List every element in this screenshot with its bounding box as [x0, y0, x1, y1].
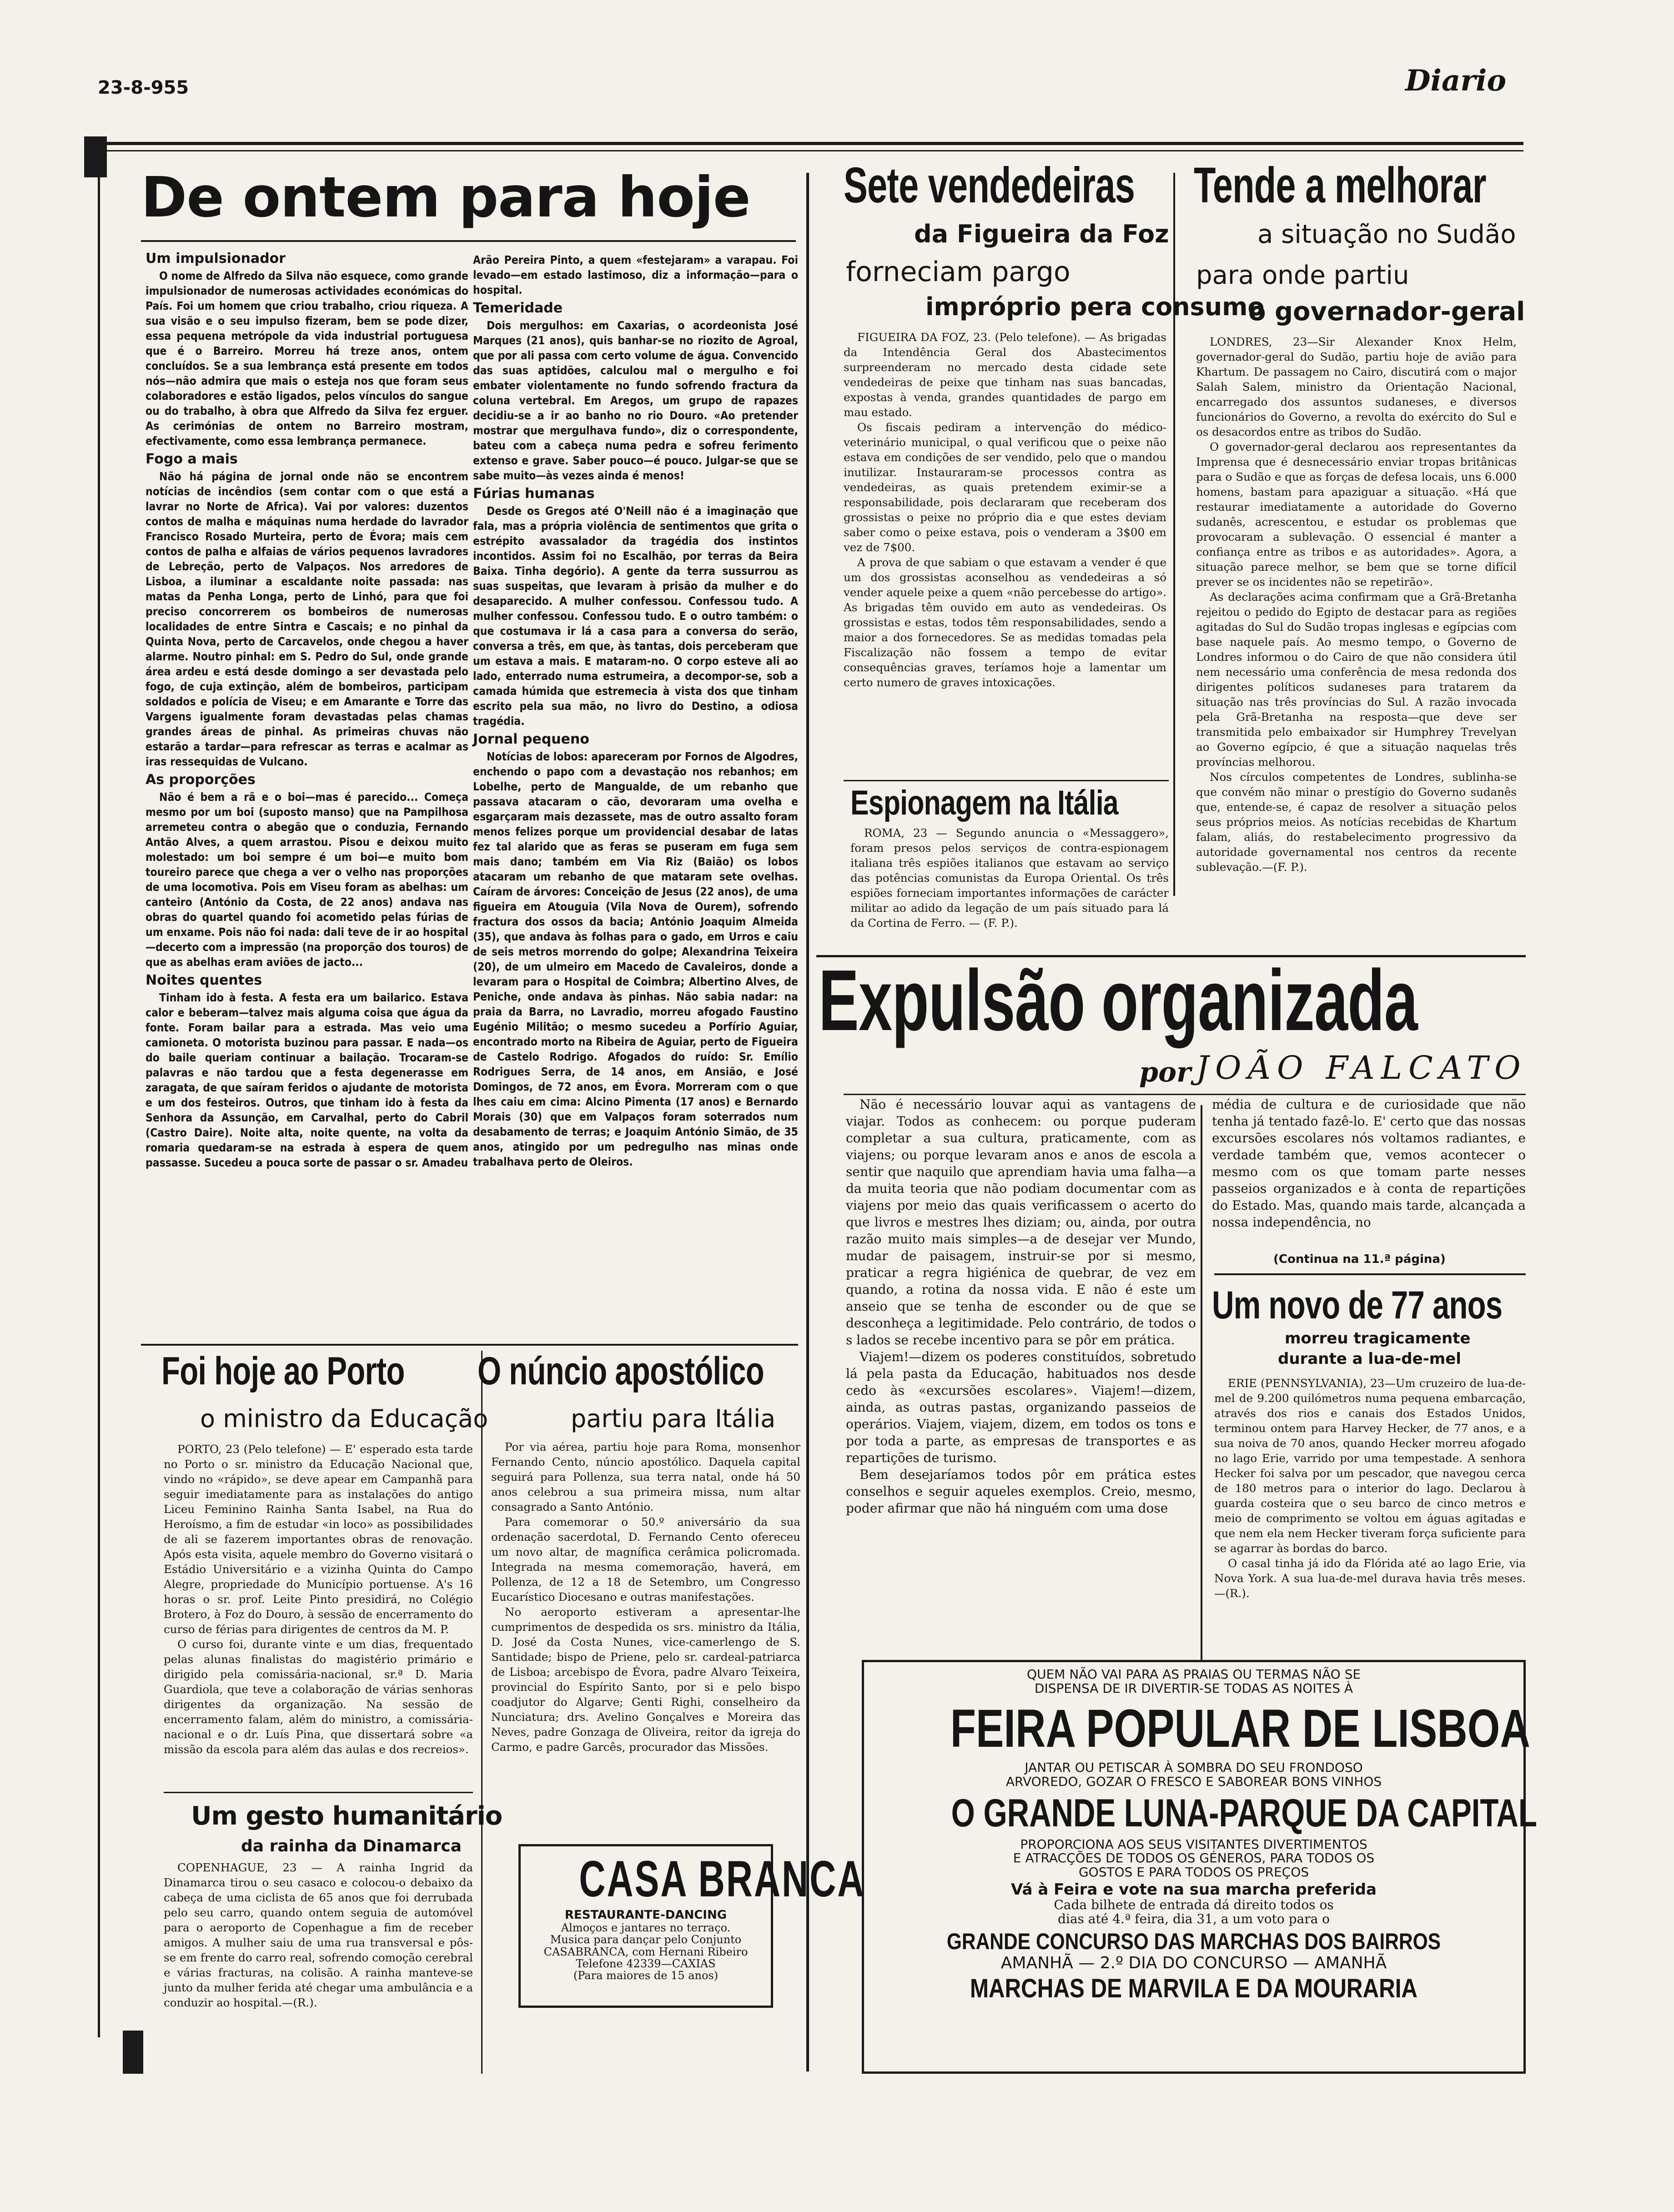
expulsao-end-rule: [1214, 1273, 1526, 1275]
feira-line10: dias até 4.ª feira, dia 31, a um voto para o: [1057, 1911, 1330, 1927]
porto-text2: O curso foi, durante vinte e um dias, frequentado pelas alunas finalistas do magistério primário e dirigido pela comissária-nacional, sr.ª D. Maria Guardiola, que teve a colaboração de várias senhoras dirigentes da organização. Na sessão de encerramento falam, além do ministro, a comissária-nacional e o dr. Luís Pina, que dissertará sobre «a missão da escola para além das aulas e dos recreios».: [164, 1638, 473, 1756]
feira-line8: Vá à Feira e vote na sua marcha preferida: [1011, 1880, 1377, 1899]
corner-mark-top: [84, 136, 107, 177]
ontem-col1: [146, 248, 468, 1344]
expulsao-text1: Não é necessário louvar aqui as vantagens de viajar. Todos as conhecem: ou porque puderam completar a sua cultura, praticamente, com as viajens; ou porque levaram anos e anos de escola a sentir que naquilo que aprendiam havia uma falha—a da muita teoria que não podiam documentar com as viajens por meio das quais verificassem o acerto do que livros e mestres lhes diziam; ou, ainda, por outra razão muito mais simples—a de desejar ver Mundo, mudar de paisagem, instruir-se por si mesmo, praticar a regra higiénica de quebrar, de vez em quando, a rotina da nossa vida. E não é este um anseio que se tenha de esconder ou de que se desconheça a legitimidade. Pelo contrário, de todos o s lados se recebe incentivo para se pôr em prática.: [846, 1097, 1196, 1347]
ontem-s6-text: Dois mergulhos: em Caxarias, o acordeonista José Marques (21 anos), quis banhar-se no riozito de Agroal, que por ali passa com certo volume de água. Convencido das suas aptidões, calculou mal o mergulho e foi embater violentamente no fundo sofrendo fractura da coluna vertebral. Em Aregos, um grupo de rapazes decidiu-se a ir ao banho no rio Douro. «Ao pretender mostrar que mergulhava fundo», diz o correspondente, bateu com a cabeça numa pedra e sofreu ferimento extenso e grave. Saber pouco—é pouco. Julgar-se que se sabe muito—às vezes ainda é menos!: [473, 319, 798, 482]
tende-title-text: Tende a melhorar: [1194, 157, 1486, 213]
column-rule-inner: [481, 1351, 483, 2074]
expulsao-text2: Viajem!—dizem os poderes constituídos, sobretudo lá pela pasta da Educação, habituados nos desde cedo às «excursões escolares». Viajem!—dizem, ainda, as outras pastas, organizando passeios de operários. Viajem, viajem, dizem, em todos os tons e por toda a parte, as empresas de transportes e as repartições de turismo.: [846, 1349, 1196, 1465]
feira-line2: DISPENSA DE IR DIVERTIR-SE TODAS AS NOITES À: [1034, 1680, 1353, 1696]
tende-sub2: para onde partiu: [1196, 261, 1409, 290]
tende-text2: O governador-geral declarou aos representantes da Imprensa que é desnecessário enviar tropas britânicas para o Sudão e que as forças de defesa locais, uns 6.000 homens, bastam para apaziguar a situação. «Há que restaurar imediatamente a autoridade do Governo sudanês, acrescentou, e estudar os problemas que provocaram a sublevação. O essencial é manter a confiança entre as tribos e as autoridades». Agora, a situação parece melhor, se bem que se torne difícil prever se os incidentes não se repetirão».: [1196, 440, 1517, 588]
ontem-s4-text: Tinham ido à festa. A festa era um bailarico. Estava calor e beberam—talvez mais alguma coisa que água da fonte. Foram bailar para a estrada. Mas veio uma camioneta. O motorista buzinou para passar. E nada—os do baile queriam continuar a bailação. Trocaram-se palavras e não tardou que a festa degenerasse em zaragata, de que saíram feridos o ajudante de motorista e um dos festeiros. Outros, que tinham ido à festa da Senhora da Assunção, em Carvalhal, perto do Cabril (Castro Daire). Noite alta, noite quente, na volta da romaria quedaram-se na estrada à espera de quem passasse. Sucedeu a pouca sorte de passar o sr. Amadeu: [146, 991, 468, 1169]
ontem-s8-heading: Jornal pequeno: [473, 731, 589, 747]
sete-sub3: impróprio pera consumo: [925, 292, 1265, 321]
feira-line13-text: MARCHAS DE MARVILA E DA MOURARIA: [970, 1973, 1418, 2003]
nuncio-body: [491, 1439, 800, 1849]
feira-line9: Cada bilhete de entrada dá direito todos os: [1054, 1897, 1334, 1913]
gesto-top-rule: [164, 1792, 473, 1793]
page-date: 23-8-955: [98, 77, 189, 98]
sete-title: [844, 159, 1248, 212]
masthead-diario: Diario: [1405, 64, 1506, 98]
sete-text1: FIGUEIRA DA FOZ, 23. (Pelo telefone). — As brigadas da Intendência Geral dos Abastecimentos surpreenderam no mercado desta cidade sete vendedeiras de peixe que tinham nas suas bancadas, expostas à venda, grandes quantidades de pargo em mau estado.: [844, 331, 1166, 419]
gesto-sub: da rainha da Dinamarca: [241, 1837, 462, 1855]
left-border: [98, 173, 100, 2037]
feira-line5: PROPORCIONA AOS SEUS VISITANTES DIVERTIMENTOS: [1020, 1836, 1367, 1852]
feira-line11-text: GRANDE CONCURSO DAS MARCHAS DOS BAIRROS: [946, 1928, 1441, 1954]
novo-title-text: Um novo de 77 anos: [1212, 1283, 1503, 1327]
feira-title: [869, 1698, 1530, 1759]
espionagem-title: [850, 784, 1185, 821]
ontem-s5-text: Arão Pereira Pinto, a quem «festejaram» a varapau. Foi levado—em estado lastimoso, diz a informação—para o hospital.: [473, 253, 798, 297]
porto-title-text: Foi hoje ao Porto: [161, 1349, 405, 1393]
porto-top-rule: [141, 1344, 798, 1346]
porto-title: [161, 1351, 473, 1392]
feira-line3: JANTAR OU PETISCAR À SOMBRA DO SEU FRONDOSO: [1025, 1760, 1363, 1775]
ontem-col2: [473, 252, 798, 1344]
sete-text3: A prova de que sabiam o que estavam a vender é que um dos grossistas aconselhou as vendedeiras a só vender aquele peixe a quem «não percebesse do artigo». As brigadas têm ouvido em auto as vendedeiras. Os grossistas e estas, todos têm responsabilidades, sendo a maior a dos fornecedores. Se as medidas tomadas pela Fiscalização não fossem a tempo de evitar consequências graves, teríamos hoje a lamentar um certo numero de graves intoxicações.: [844, 556, 1166, 689]
casa-branca-line3: Musica para dançar pelo Conjunto: [550, 1933, 742, 1946]
porto-text1: PORTO, 23 (Pelo telefone) — E' esperado esta tarde no Porto o sr. ministro da Educação Nacional que, vindo no «rápido», se deve apear em Campanhã para seguir imediatamente para as instalações do antigo Liceu Feminino Rainha Santa Isabel, na Rua do Heroísmo, a fim de estudar «in loco» as possibilidades de ali se fazerem importantes obras de renovação. Após esta visita, aquele membro do Governo visitará o Estádio Universitário e a vizinha Quinta do Campo Alegre, propriedade do Município portuense. A's 16 horas o sr. prof. Leite Pinto presidirá, no Colégio Brotero, à Foz do Douro, à sessão de encerramento do curso de férias para dirigentes de centros da M. P.: [164, 1443, 473, 1636]
expulsao-author: JOÃO FALCATO: [1196, 1049, 1527, 1086]
novo-body: [1214, 1376, 1526, 1649]
casa-branca-line2: Almoços e jantares no terraço.: [561, 1921, 731, 1934]
ontem-s4-heading: Noites quentes: [146, 972, 262, 988]
gesto-title: Um gesto humanitário: [191, 1801, 503, 1831]
espionagem-top-rule: [844, 780, 1169, 781]
tende-sub1: a situação no Sudão: [1257, 220, 1516, 249]
nuncio-text2: Para comemorar o 50.º aniversário da sua ordenação sacerdotal, D. Fernando Cento ofereceu um novo altar, de magnífica cerâmica policromada. Integrada na mesma comemoração, haverá, em Pollenza, de 12 a 18 de Setembro, um Congresso Eucarístico Diocesano e outras manifestações.: [491, 1515, 800, 1604]
feira-line11: [869, 1929, 1519, 1954]
ontem-s1-heading: Um impulsionador: [146, 251, 286, 266]
sete-sub2: forneciam pargo: [846, 256, 1071, 288]
ontem-s1-text: O nome de Alfredo da Silva não esquece, como grande impulsionador de numerosas actividades económicas do País. Foi um homem que criou trabalho, criou riqueza. A sua visão e o seu impulso fizeram, bem se pode dizer, essa pequena metrópole da vida industrial portuguesa que é o Barreiro. Morreu há treze anos, ontem concluídos. Se a sua lembrança está presente em todos nós—não admira que mais o esteja nos que foram seus colaboradores e estão ligados, pelos vínculos do sangue ou do trabalho, à obra que Alfredo da Silva fez erguer. As cerimónias de ontem no Barreiro mostram, efectivamente, como essa lembrança permanece.: [146, 269, 468, 447]
novo-text1: ERIE (PENNSYLVANIA), 23—Um cruzeiro de lua-de-mel de 9.200 quilómetros numa pequena embarcação, através dos rios e canais dos Estados Unidos, terminou ontem para Harvey Hecker, de 77 anos, e a sua noiva de 70 anos, quando Hecker morreu afogado no lago Erie, varrido por uma tempestade. A senhora Hecker foi salva por um pescador, que navegou cerca de 180 metros para o interior do lago. Declarou à guarda costeira que o seu barco de cinco metros e meio de comprimento se voltou em águas agitadas e que nem ela nem Hecker tiveram força suficiente para se agarrar às bordas do barco.: [1214, 1377, 1526, 1555]
tende-title: [1194, 159, 1600, 212]
nuncio-sub: partiu para Itália: [571, 1404, 776, 1433]
expulsao-continues: (Continua na 11.ª página): [1273, 1252, 1446, 1266]
feira-title-text: FEIRA POPULAR DE LISBOA: [950, 1698, 1530, 1759]
tende-text4: Nos círculos competentes de Londres, sublinha-se que convém não minar o prestígio do Governo sudanês que, entende-se, é capaz de resolver a situação pelos seus próprios meios. As notícias recebidas de Khartum falam, aliás, do restabelecimento progressivo da autoridade governamental nos centros da recente sublevação.—(F. P.).: [1196, 770, 1517, 874]
espionagem-body: [850, 825, 1169, 957]
sete-sub1: da Figueira da Foz: [914, 220, 1169, 248]
feira-subtitle-text: O GRANDE LUNA-PARQUE DA CAPITAL: [951, 1791, 1537, 1835]
nuncio-text1: Por via aérea, partiu hoje para Roma, monsenhor Fernando Cento, núncio apostólico. Daquela capital seguirá para Pollenza, sua terra natal, onde há 50 anos celebrou a sua primeira missa, num altar consagrado a Santo António.: [491, 1440, 800, 1513]
expulsao-body-right: [1212, 1096, 1526, 1264]
casa-branca-line1: RESTAURANTE-DANCING: [564, 1908, 727, 1922]
ontem-s3-heading: As proporções: [146, 772, 256, 788]
tende-text1: LONDRES, 23—Sir Alexander Knox Helm, governador-geral do Sudão, partiu hoje de avião para Khartum. De passagem no Cairo, discutirá com o major Salah Salem, ministro da Orientação Nacional, encarregado dos assuntos sudaneses, e diversos funcionários do Governo, a revolta do exército do Sul e os desacordos entre as tribos do Sudão.: [1196, 335, 1517, 438]
ontem-s7-heading: Fúrias humanas: [473, 486, 595, 502]
tende-text3: As declarações acima confirmam que a Grã-Bretanha rejeitou o pedido do Egipto de destacar para as regiões agitadas do Sul do Sudão tropas inglesas e egípcias com base naquele país. Ao mesmo tempo, o Governo de Londres informou o do Cairo de que não considera útil nem necessário uma conferência de mesa redonda dos dirigentes políticos sudaneses para tratarem da situação nas três províncias do Sul. A razão invocada pela Grã-Bretanha na resposta—que deve ser transmitida pelo embaixador sir Humphrey Trevelyan ao Governo egípcio, é que a situação naquelas três províncias melhorou.: [1196, 590, 1517, 769]
gesto-text: COPENHAGUE, 23 — A rainha Ingrid da Dinamarca tirou o seu casaco e colocou-o debaixo da cabeça de uma ciclista de 65 anos que foi derrubada pelo seu carro, quando ontem seguia de automóvel para o aeroporto de Copenhague a fim de receber amigos. A mulher saiu de uma rua transversal e pôs-se em frente do carro real, sofrendo comoção cerebral e várias fracturas, na colisão. A rainha manteve-se junto da mulher ferida até chegar uma ambulância e a conduzir ao hospital.—(R.).: [164, 1861, 473, 2009]
sete-body: [844, 330, 1166, 766]
espionagem-title-text: Espionagem na Itália: [850, 784, 1118, 822]
feira-line4: ARVOREDO, GOZAR O FRESCO E SABOREAR BONS VINHOS: [1005, 1774, 1382, 1790]
ontem-s6-heading: Temeridade: [473, 300, 563, 316]
tende-body: [1196, 334, 1517, 948]
expulsao-text4: média de cultura e de curiosidade que não tenha já tentado fazê-lo. E' certo que das nossas excursões escolares nós voltamos radiantes, e verdade também que, vemos acontecer o mesmo com os que tomam parte nesses passeios organizados e à conta de repartições do Estado. Mas, quando mais tarde, alcançada a nossa independência, no: [1212, 1097, 1526, 1230]
feira-line13: [869, 1974, 1519, 2003]
tende-sub3: o governador-geral: [1248, 297, 1525, 327]
ontem-title-rule: [141, 240, 796, 242]
top-rule-thin: [98, 150, 1523, 151]
nuncio-title-text: O núncio apostólico: [478, 1349, 764, 1393]
ontem-s8-text: Notícias de lobos: apareceram por Fornos de Algodres, enchendo o papo com a devastação nos rebanhos; em Lobelhe, perto de Mangualde, de um rebanho que passava atacaram o cão, devoraram uma ovelha e esgarçaram mais dezassete, mas de outro assalto foram menos felizes porque um providencial desabar de latas fez tal alarido que as feras se puseram em fuga sem mais dano; também em Via Riz (Baião) os lobos atacaram um rebanho de que mataram sete ovelhas. Caíram de árvores: Conceição de Jesus (22 anos), de uma figueira em Atouguia (Vila Nova de Ourem), sofrendo fractura dos ossos da bacia; António Joaquim Almeida (35), que andava às folhas para o gado, em Urros e caiu de seis metros morrendo do golpe; Alexandrina Teixeira (20), de um ulmeiro em Macedo de Cavaleiros, donde a levaram para o Hospital de Coimbra; Albertino Alves, de Peniche, onde andava às pinhas. Não sabia nadar: na praia da Barra, no Lavradio, morreu afogado Faustino Eugénio Militão; o mesmo sucedeu a Porfírio Aguiar, encontrado morto na Ribeira de Aguiar, perto de Figueira de Castelo Rodrigo. Afogados do ruído: Sr. Emílio Rodrigues Serra, de 14 anos, em Ansião, e José Domingos, de 72 anos, em Évora. Morreram com o que lhes caiu em cima: Alcino Pimenta (17 anos) e Bernardo Morais (30) que em Valpaços foram soterrados num desabamento de terras; e Joaquim António Simão, de 35 anos, atingido por um pedregulho nas minas onde trabalhava perto de Oleiros.: [473, 750, 798, 1168]
nuncio-title: [478, 1351, 845, 1392]
novo-sub2: durante a lua-de-mel: [1278, 1350, 1461, 1368]
feira-subtitle: [869, 1791, 1537, 1835]
expulsao-title: [819, 952, 1674, 1049]
gesto-body: [164, 1860, 473, 2069]
expulsao-author-rule: [844, 1094, 1526, 1095]
corner-mark-bottom: [123, 2031, 143, 2074]
novo-sub1: morreu tragicamente: [1285, 1329, 1471, 1347]
expulsao-body-left: [846, 1096, 1196, 1660]
feira-line6: E ATRACÇÕES DE TODOS OS GÉNEROS, PARA TODOS OS: [1013, 1850, 1375, 1866]
ontem-s3-text: Não é bem a rã e o boi—mas é parecido... Começa mesmo por um boi (suposto manso) que na Pampilhosa arremeteu contra o abegão que o conduzia, Fernando Antão Alves, a quem arrastou. Pisou e deixou muito molestado: um boi sempre é um boi—e muito bom toureiro parece que chega a ver o velho nas proporções de uma locomotiva. Pois em Viseu foram as abelhas: um canteiro (António da Costa, de 22 anos) andava nas obras do quartel quando foi acometido pelas fúrias de um enxame. Pois não foi nada: dali teve de ir ao hospital—decerto com a impressão (na proporção dos touros) de que as abelhas eram aviões de jacto...: [146, 790, 468, 969]
top-rule: [98, 142, 1523, 145]
feira-popular-ad: [862, 1660, 1537, 2074]
novo-text2: O casal tinha já ido da Flórida até ao lago Erie, via Nova York. A sua lua-de-mel durava havia três meses.—(R.).: [1214, 1557, 1526, 1600]
sete-text2: Os fiscais pediram a intervenção do médico-veterinário municipal, o qual verificou que o peixe não estava em condições de ser vendido, pelo que o mandou inutilizar. Instauraram-se processos contra as vendedeiras, as quais pretendem eximir-se a responsabilidade, pois declararam que receberam dos grossistas o peixe no próprio dia e que estes deviam saber como o peixe estava, pois o venderam a 3$00 em vez de 7$00.: [844, 421, 1166, 554]
porto-body: [164, 1442, 473, 1783]
casa-branca-name-text: CASA BRANCA: [579, 1850, 865, 1907]
expulsao-by: por: [1139, 1056, 1191, 1088]
column-rule-left: [806, 173, 809, 2071]
casa-branca-line5: Telefone 42339—CAXIAS: [576, 1957, 716, 1970]
sete-title-text: Sete vendedeiras: [844, 157, 1135, 213]
column-rule-bottom: [1201, 1105, 1202, 1660]
feira-line12: AMANHÃ — 2.º DIA DO CONCURSO — AMANHÃ: [1000, 1953, 1387, 1972]
casa-branca-line4: CASABRANCA, com Hernani Ribeiro: [543, 1945, 748, 1958]
casa-branca-name: [523, 1850, 865, 1907]
expulsao-text3: Bem desejaríamos todos pôr em prática estes conselhos e seguir aqueles exemplos. Creio, mesmo, poder afirmar que não há ninguém com uma dose: [846, 1467, 1196, 1516]
ontem-s2-heading: Fogo a mais: [146, 451, 238, 467]
ontem-s7-text: Desde os Gregos até O'Neill não é a imaginação que fala, mas a própria violência de sentimentos que grita o estrépito avassalador da tragédia dos instintos incontidos. Assim foi no Escalhão, por terras da Beira Baixa. Tinha degório). A gente da terra sussurrou as suas suspeitas, que levaram à prisão da mulher e do desaparecido. A mulher confessou. Confessou tudo. A mulher confessou. Confessou tudo. E o outro também: o que costumava ir lá a casa para a conversa do serão, conversa a três, em que, às tantas, dois perceberam que um estava a mais. E mataram-no. O corpo esteve ali ao lado, enterrado numa estrumeira, a decompor-se, sob a camada húmida que estremecia à vista dos que tinham escrito pela sua mão, no livro do Destino, a odiosa tragédia.: [473, 504, 798, 728]
ontem-s2-text: Não há página de jornal onde não se encontrem notícias de incêndios (sem contar com o que está a lavrar no Norte de Africa). Vai por valores: duzentos contos de malha e máquinas numa herdade do lavrador Francisco Rosado Murteira, perto de Évora; mais cem contos de palha e alfaias de vários pequenos lavradores de Lebreção, perto de Valpaços. Nos arredores de Lisboa, a iluminar a escaldante noite passada: nas matas da Penha Longa, perto de Linhó, para que foi preciso concorrerem os bombeiros de numerosas localidades de entre Sintra e Cascais; e no pinhal da Quinta Nova, perto de Carcavelos, onde chegou a haver alarme. Noutro pinhal: em S. Pedro do Sul, onde grande área ardeu e está desde domingo a ser devastada pelo fogo, de cuja extinção, além de bombeiros, participam soldados e polícia de Viseu; e em Amarante e Torre das Vargens igualmente foram devastadas pelas chamas grandes áreas de pinhal. As primeiras chuvas não estarão a tardar—para refrescar as terras e acalmar as iras ressequidas de Vulcano.: [146, 470, 468, 768]
porto-sub: o ministro da Educação: [200, 1404, 488, 1433]
casa-branca-line6: (Para maiores de 15 anos): [573, 1969, 719, 1982]
ontem-title: De ontem para hoje: [141, 165, 750, 230]
novo-title: [1212, 1285, 1584, 1326]
casa-branca-ad: [518, 1844, 865, 2008]
expulsao-title-text: Expulsão organizada: [819, 952, 1418, 1049]
feira-line7: GOSTOS E PARA TODOS OS PREÇOS: [1078, 1865, 1309, 1880]
espionagem-text: ROMA, 23 — Segundo anuncia o «Messaggero», foram presos pelos serviços de contra-espionagem italiana três espiões italianos que estavam ao serviço das potências comunistas da Europa Oriental. Os três espiões forneciam importantes informações de carácter militar ao adido da legação de um país situado para lá da Cortina de Ferro. — (F. P.).: [850, 826, 1169, 930]
feira-line1: QUEM NÃO VAI PARA AS PRAIAS OU TERMAS NÃO SE: [1026, 1667, 1361, 1682]
nuncio-text3: No aeroporto estiveram a apresentar-lhe cumprimentos de despedida os srs. ministro da Itália, D. José da Costa Nunes, vice-camerlengo de S. Santidade; bispo de Priene, pelo sr. cardeal-patriarca de Lisboa; arcebispo de Évora, padre Alvaro Teixeira, provincial do Espírito Santo, por si e pelo bispo coadjutor do Algarve; Genti Righi, conselheiro da Nunciatura; drs. Avelino Gonçalves e Moreira das Neves, padre Gonzaga de Oliveira, reitor da igreja do Carmo, e padre Garcês, procurador das Missões.: [491, 1605, 800, 1754]
